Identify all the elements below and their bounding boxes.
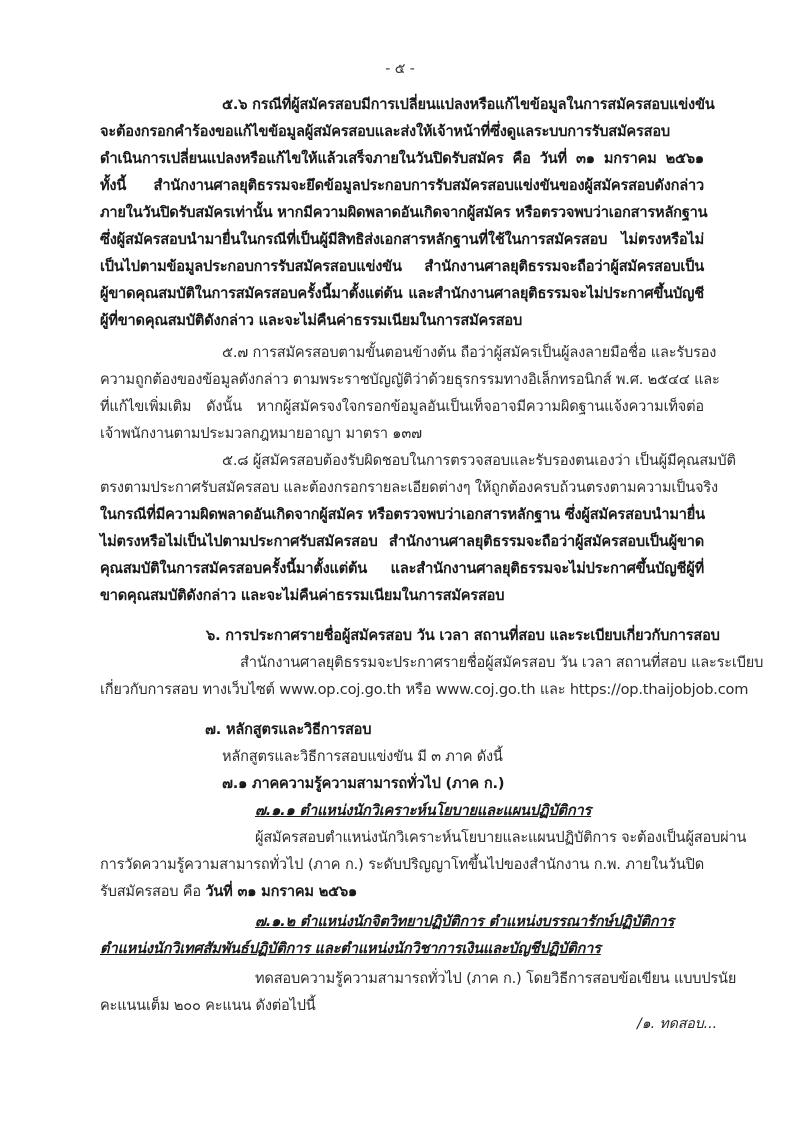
paragraph-line: ภายในวันปิดรับสมัครเท่านั้น หากมีความผิดพลาดอันเกิดจากผู้สมัคร หรือตรวจพบว่าเอกสารหลักฐาน	[100, 204, 708, 221]
paragraph-line: ที่แก้ไขเพิ่มเติม ดังนั้น หากผู้สมัครจงใจกรอกข้อมูลอันเป็นเท็จอาจมีความผิดฐานแจ้งความเท็จต่อ	[100, 398, 704, 415]
subsection-heading: ตำแหน่งนักวิเทศสัมพันธ์ปฏิบัติการ และตำแหน่งนักวิชาการเงินและบัญชีปฏิบัติการ	[100, 940, 601, 957]
paragraph-line: ความถูกต้องของข้อมูลดังกล่าว ตามพระราชบัญญัติว่าด้วยธุรกรรมทางอิเล็กทรอนิกส์ พ.ศ. ๒๕๔๔ และ	[100, 371, 720, 388]
paragraph-line: ๕.๗ การสมัครสอบตามขั้นตอนข้างต้น ถือว่าผู้สมัครเป็นผู้ลงลายมือชื่อ และรับรอง	[222, 344, 717, 361]
closing-date: วันที่ ๓๑ มกราคม ๒๕๖๑	[205, 883, 358, 900]
paragraph-line: ในกรณีที่มีความผิดพลาดอันเกิดจากผู้สมัคร หรือตรวจพบว่าเอกสารหลักฐาน ซึ่งผู้สมัครสอบนำมายื่น	[100, 506, 705, 523]
subsection-heading: ๗.๑.๒ ตำแหน่งนักจิตวิทยาปฏิบัติการ ตำแหน่งบรรณารักษ์ปฏิบัติการ	[255, 913, 675, 930]
paragraph-line: ๕.๖ กรณีที่ผู้สมัครสอบมีการเปลี่ยนแปลงหรือแก้ไขข้อมูลในการสมัครสอบแข่งขัน	[222, 96, 715, 113]
paragraph-line: ทั้งนี้ สำนักงานศาลยุติธรรมจะยึดข้อมูลประกอบการรับสมัครสอบแข่งขันของผู้สมัครสอบดังกล่าว	[100, 177, 704, 194]
paragraph-line	[100, 879, 357, 905]
paragraph-line: ๕.๘ ผู้สมัครสอบต้องรับผิดชอบในการตรวจสอบและรับรองตนเองว่า เป็นผู้มีคุณสมบัติ	[222, 452, 736, 469]
paragraph-line: เป็นไปตามข้อมูลประกอบการรับสมัครสอบแข่งขัน สำนักงานศาลยุติธรรมจะถือว่าผู้สมัครสอบเป็น	[100, 258, 704, 275]
paragraph-line: ทดสอบความรู้ความสามารถทั่วไป (ภาค ก.) โดยวิธีการสอบข้อเขียน แบบปรนัย	[255, 970, 737, 987]
paragraph-line: คะแนนเต็ม ๒๐๐ คะแนน ดังต่อไปนี้	[100, 997, 316, 1014]
paragraph-line: ผู้ที่ขาดคุณสมบัติดังกล่าว และจะไม่คืนค่าธรรมเนียมในการสมัครสอบ	[100, 312, 523, 329]
paragraph-line: การวัดความรู้ความสามารถทั่วไป (ภาค ก.) ระดับปริญญาโทขึ้นไปของสำนักงาน ก.พ. ภายในวันปิด	[100, 856, 704, 873]
paragraph-line: ผู้ขาดคุณสมบัติในการสมัครสอบครั้งนี้มาตั้งแต่ต้น และสำนักงานศาลยุติธรรมจะไม่ประกาศขึ้นบัญชี	[100, 285, 704, 302]
page-continuation-marker: /๑. ทดสอบ...	[637, 1016, 718, 1032]
paragraph-line: เจ้าพนักงานตามประมวลกฎหมายอาญา มาตรา ๑๓๗	[100, 425, 422, 442]
paragraph-line: คุณสมบัติในการสมัครสอบครั้งนี้มาตั้งแต่ต้น และสำนักงานศาลยุติธรรมจะไม่ประกาศขึ้นบัญชีผู้ที่	[100, 560, 704, 577]
section-heading: ๗. หลักสูตรและวิธีการสอบ	[205, 721, 372, 738]
closing-date-label: รับสมัครสอบ คือ	[100, 883, 206, 900]
page-number: - ๕ -	[385, 61, 415, 77]
paragraph-line: ผู้สมัครสอบตำแหน่งนักวิเคราะห์นโยบายและแผนปฏิบัติการ จะต้องเป็นผู้สอบผ่าน	[255, 829, 747, 846]
paragraph-line: หลักสูตรและวิธีการสอบแข่งขัน มี ๓ ภาค ดังนี้	[222, 748, 503, 765]
paragraph-line: ดำเนินการเปลี่ยนแปลงหรือแก้ไขให้แล้วเสร็จภายในวันปิดรับสมัคร คือ วันที่ ๓๑ มกราคม ๒๕๖๑	[100, 150, 704, 167]
paragraph-line: ตรงตามประกาศรับสมัครสอบ และต้องกรอกรายละเอียดต่างๆ ให้ถูกต้องครบถ้วนตรงตามความเป็นจริง	[100, 479, 718, 496]
paragraph-line: สำนักงานศาลยุติธรรมจะประกาศรายชื่อผู้สมัครสอบ วัน เวลา สถานที่สอบ และระเบียบ	[240, 654, 764, 671]
section-heading: ๖. การประกาศรายชื่อผู้สมัครสอบ วัน เวลา สถานที่สอบ และระเบียบเกี่ยวกับการสอบ	[206, 627, 720, 644]
subsection-heading: ๗.๑ ภาคความรู้ความสามารถทั่วไป (ภาค ก.)	[222, 775, 505, 792]
paragraph-line: ขาดคุณสมบัติดังกล่าว และจะไม่คืนค่าธรรมเนียมในการสมัครสอบ	[100, 587, 505, 604]
subsection-heading: ๗.๑.๑ ตำแหน่งนักวิเคราะห์นโยบายและแผนปฏิบัติการ	[255, 802, 592, 819]
paragraph-line: ซึ่งผู้สมัครสอบนำมายื่นในกรณีที่เป็นผู้มีสิทธิส่งเอกสารหลักฐานที่ใช้ในการสมัครสอบ ไม่ตรงหรือไม่	[100, 231, 704, 248]
paragraph-line: จะต้องกรอกคำร้องขอแก้ไขข้อมูลผู้สมัครสอบและส่งให้เจ้าหน้าที่ซึ่งดูแลระบบการรับสมัครสอบ	[100, 123, 670, 140]
paragraph-line: เกี่ยวกับการสอบ ทางเว็บไซต์ www.op.coj.go.th หรือ www.coj.go.th และ https://op.thaijobjob.com	[100, 681, 749, 698]
paragraph-line: ไม่ตรงหรือไม่เป็นไปตามประกาศรับสมัครสอบ สำนักงานศาลยุติธรรมจะถือว่าผู้สมัครสอบเป็นผู้ขาด	[100, 533, 704, 550]
